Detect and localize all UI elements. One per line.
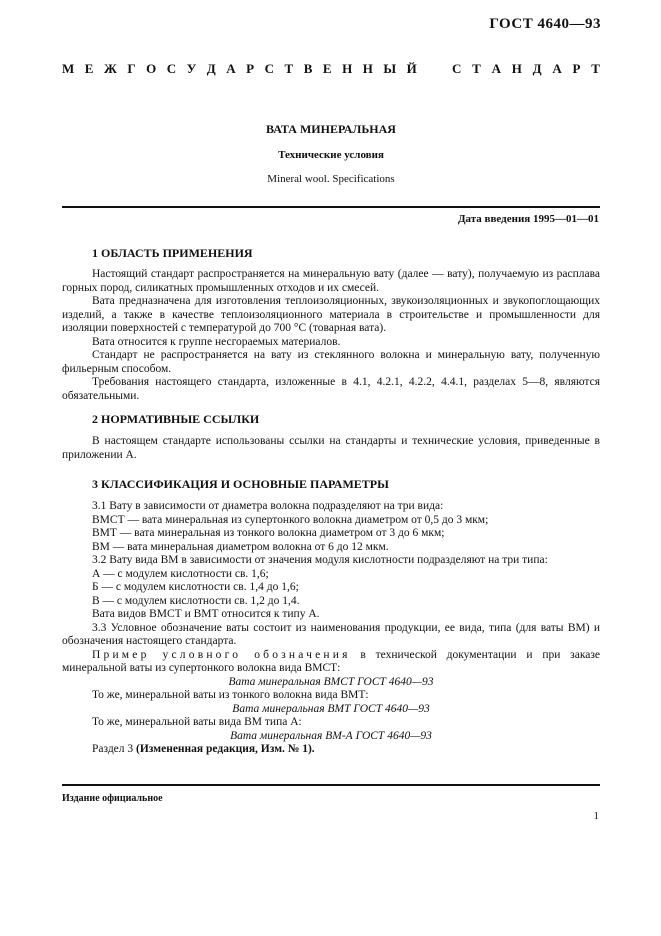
paragraph: Стандарт не распространяется на вату из стеклянного волокна и минеральную вату, полученную фильерным способом. — [62, 349, 600, 375]
banner-letter: В — [303, 61, 313, 76]
footer-divider — [62, 784, 600, 786]
banner-letter: Д — [532, 61, 542, 76]
example-caption: То же, минеральной ваты из тонкого волокна вида ВМТ: — [92, 689, 369, 701]
section-1-heading: 1 ОБЛАСТЬ ПРИМЕНЕНИЯ — [92, 246, 253, 260]
banner-letter: Н — [342, 61, 353, 76]
example-caption: То же, минеральной ваты вида ВМ типа А: — [92, 716, 302, 728]
section-2-heading: 2 НОРМАТИВНЫЕ ССЫЛКИ — [92, 412, 260, 426]
section-2-body — [62, 435, 600, 462]
edition-label: Издание официальное — [62, 793, 163, 804]
amendment-prefix: Раздел 3 — [92, 743, 137, 755]
banner-letter: А — [226, 61, 236, 76]
banner-letter: Е — [84, 61, 94, 76]
banner-letter: Ы — [383, 61, 397, 76]
english-title: Mineral wool. Specifications — [267, 173, 395, 185]
banner-letter: С — [166, 61, 177, 76]
list-item: Вата видов ВМСТ и ВМТ относится к типу А. — [92, 608, 320, 620]
banner-letter: Т — [284, 61, 294, 76]
banner-letter: М — [62, 61, 75, 76]
paragraph: Вата относится к группе несгораемых материалов. — [92, 335, 341, 348]
page-number: 1 — [593, 810, 599, 822]
document-title: ВАТА МИНЕРАЛЬНАЯ — [266, 122, 396, 136]
clause-3-1: 3.1 Вату в зависимости от диаметра волокна подразделяют на три вида: — [92, 500, 444, 512]
title-divider — [62, 206, 600, 208]
banner-word-interstate — [62, 62, 417, 76]
list-item: ВМТ — вата минеральная из тонкого волокна диаметром от 3 до 6 мкм; — [92, 527, 445, 539]
banner-letter: Й — [406, 61, 417, 76]
list-item: А — с модулем кислотности св. 1,6; — [92, 567, 269, 580]
example-designation: Вата минеральная ВМСТ ГОСТ 4640—93 — [228, 675, 434, 688]
clause-3-3: 3.3 Условное обозначение ваты состоит из наименования продукции, ее вида, типа (для ваты ВМ) и обозначения настоящего стандарта. — [62, 621, 600, 647]
document-subtitle: Технические условия — [278, 149, 384, 161]
banner-letter: С — [452, 61, 462, 76]
example-paragraph — [62, 649, 600, 676]
document-number: ГОСТ 4640—93 — [489, 16, 601, 32]
list-item: ВМ — вата минеральная диаметром волокна от 6 до 12 мкм. — [92, 540, 389, 553]
interstate-standard-banner — [62, 62, 600, 76]
example-rest: в технической документации и при заказе минеральной ваты из супертонкого волокна вида ВМСТ: — [62, 648, 600, 674]
amendment-note — [62, 743, 600, 757]
banner-letter: О — [146, 61, 157, 76]
amendment-bold: (Измененная редакция, Изм. № 1). — [136, 743, 315, 755]
paragraph: Настоящий стандарт распространяется на минеральную вату (далее — вату), получаемую из расплава горных пород, силикатных промышленных отходов и их смесей. — [62, 268, 600, 294]
banner-letter: Г — [127, 61, 136, 76]
list-item: Б — с модулем кислотности св. 1,4 до 1,6; — [92, 581, 299, 593]
paragraph: Требования настоящего стандарта, изложенные в 4.1, 4.2.1, 4.2.2, 4.4.1, разделах 5—8, являются обязательными. — [62, 376, 600, 402]
section-1-body — [62, 268, 600, 403]
banner-letter: Ж — [103, 61, 117, 76]
banner-letter: Т — [591, 61, 600, 76]
banner-letter: Н — [362, 61, 373, 76]
introduction-date: Дата введения 1995—01—01 — [457, 213, 599, 225]
clause-3-2: 3.2 Вату вида ВМ в зависимости от значения модуля кислотности подразделяют на три типа: — [92, 554, 548, 566]
example-designation: Вата минеральная ВМ-А ГОСТ 4640—93 — [230, 729, 432, 742]
banner-letter: Е — [322, 61, 332, 76]
banner-letter: Р — [246, 61, 255, 76]
banner-letter: Д — [206, 61, 216, 76]
banner-letter: А — [552, 61, 562, 76]
banner-letter: С — [264, 61, 274, 76]
banner-letter: Т — [472, 61, 481, 76]
example-designation: Вата минеральная ВМТ ГОСТ 4640—93 — [232, 702, 430, 715]
banner-letter: Р — [572, 61, 581, 76]
paragraph: В настоящем стандарте использованы ссылки на стандарты и технические условия, приведенные в приложении А. — [62, 435, 600, 461]
section-3-heading: 3 КЛАССИФИКАЦИЯ И ОСНОВНЫЕ ПАРАМЕТРЫ — [92, 477, 389, 491]
list-item: В — с модулем кислотности св. 1,2 до 1,4. — [92, 594, 300, 607]
banner-letter: А — [491, 61, 501, 76]
list-item: ВМСТ — вата минеральная из супертонкого волокна диаметром от 0,5 до 3 мкм; — [92, 513, 489, 526]
paragraph: Вата предназначена для изготовления теплоизоляционных, звукоизоляционных и звукопоглощающих изделий, а также в качестве теплоизоляционного материала в строительстве и промышленности для изоляции поверхностей с температурой до 700 °С (товарная вата). — [62, 295, 600, 334]
banner-letter: Н — [511, 61, 522, 76]
example-lead: Пример условного обозначения — [92, 648, 351, 661]
banner-letter: У — [186, 61, 197, 76]
banner-word-standard — [452, 62, 600, 76]
section-3-body — [62, 500, 600, 757]
